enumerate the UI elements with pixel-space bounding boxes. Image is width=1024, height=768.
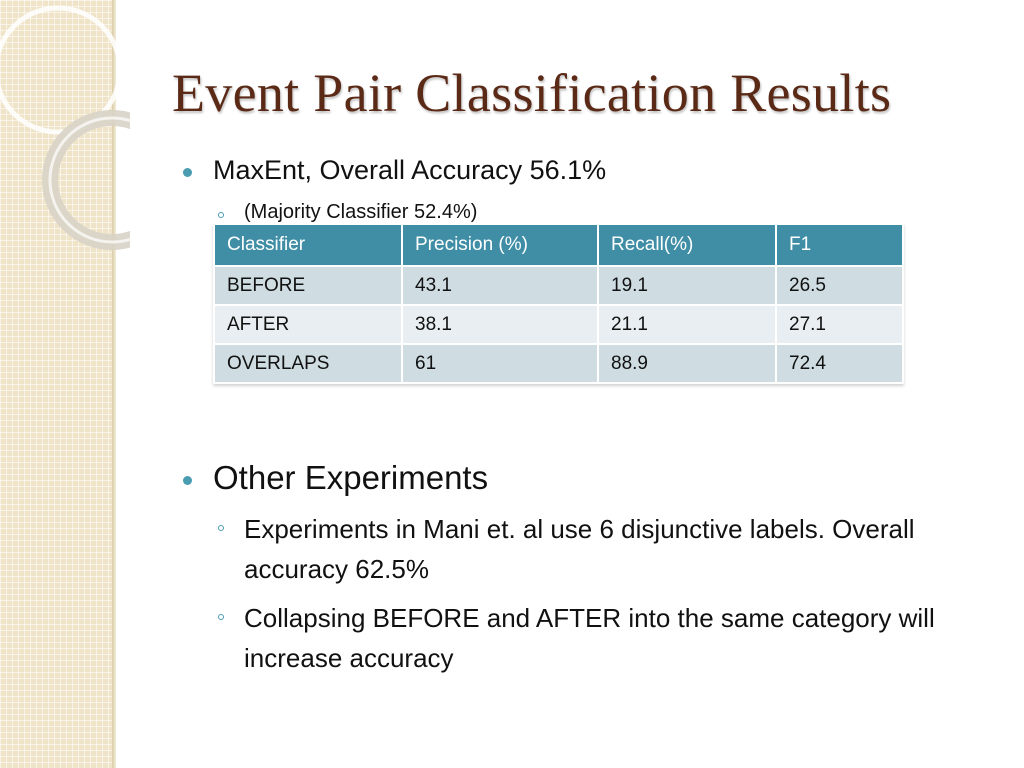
table-row	[214, 344, 903, 383]
table-cell: 21.1	[598, 305, 776, 344]
table-row	[214, 266, 903, 305]
sub-bullet-mani: Experiments in Mani et. al use 6 disjunctive labels. Overall accuracy 62.5%	[244, 514, 915, 584]
table-cell: OVERLAPS	[214, 344, 402, 383]
decorative-circles	[0, 0, 130, 260]
page-title: Event Pair Classification Results	[172, 63, 892, 123]
table-cell: 88.9	[598, 344, 776, 383]
table-row	[214, 305, 903, 344]
table-header-row	[214, 224, 903, 266]
bullet-dot	[183, 168, 192, 177]
sub-bullet-collapsing: Collapsing BEFORE and AFTER into the same category will increase accuracy	[244, 603, 935, 673]
table-cell: AFTER	[214, 305, 402, 344]
table-cell: 43.1	[402, 266, 598, 305]
table-cell: 38.1	[402, 305, 598, 344]
sub-bullet-dot	[218, 525, 224, 531]
table-cell: 27.1	[776, 305, 903, 344]
table-cell: 26.5	[776, 266, 903, 305]
bullet-other-experiments: Other Experiments	[213, 459, 489, 496]
bullet-dot	[183, 476, 192, 485]
column-header: F1	[776, 224, 903, 266]
column-header: Classifier	[214, 224, 402, 266]
table-cell: 61	[402, 344, 598, 383]
sub-bullet-dot	[218, 614, 224, 620]
bullet-maxent: MaxEnt, Overall Accuracy 56.1%	[213, 155, 607, 185]
sub-bullet-dot	[218, 212, 224, 218]
sub-bullet-majority: (Majority Classifier 52.4%)	[244, 201, 478, 223]
results-table	[213, 223, 904, 384]
column-header: Precision (%)	[402, 224, 598, 266]
table-cell: 19.1	[598, 266, 776, 305]
table-cell: BEFORE	[214, 266, 402, 305]
column-header: Recall(%)	[598, 224, 776, 266]
table-cell: 72.4	[776, 344, 903, 383]
